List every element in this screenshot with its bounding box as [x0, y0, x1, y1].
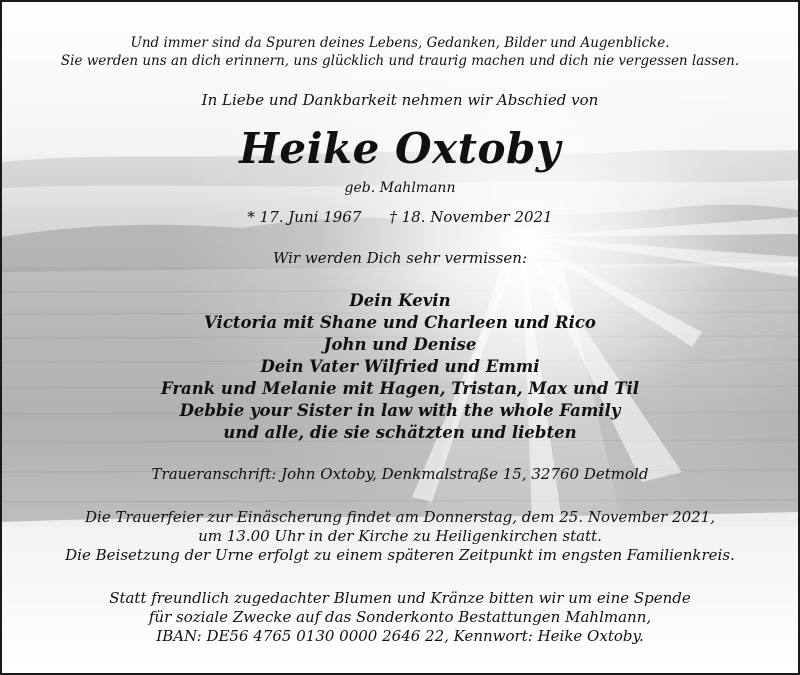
motto-line-2: Sie werden uns an dich erinnern, uns glücklich und traurig machen und dich nie vergessen lassen. — [60, 53, 740, 69]
ceremony-line-2: um 13.00 Uhr in der Kirche zu Heiligenkirchen statt. — [198, 527, 602, 545]
mourner-line-5: Frank und Melanie mit Hagen, Tristan, Max und Til — [160, 379, 640, 398]
deceased-name: Heike Oxtoby — [239, 124, 561, 173]
mourning-address: Traueranschrift: John Oxtoby, Denkmalstraße 15, 32760 Detmold — [151, 465, 649, 483]
donation-line-2: für soziale Zwecke auf das Sonderkonto Bestattungen Mahlmann, — [148, 608, 652, 626]
donation-line-3: IBAN: DE56 4765 0130 0000 2646 22, Kennwort: Heike Oxtoby. — [156, 627, 644, 645]
mourner-line-1: Dein Kevin — [349, 291, 451, 310]
intro-text: In Liebe und Dankbarkeit nehmen wir Abschied von — [201, 91, 599, 109]
maiden-name: geb. Mahlmann — [344, 180, 456, 196]
death-date: † 18. November 2021 — [389, 208, 553, 226]
mourner-line-3: John und Denise — [323, 335, 477, 354]
mourner-line-4: Dein Vater Wilfried und Emmi — [260, 357, 540, 376]
ceremony-line-3: Die Beisetzung der Urne erfolgt zu einem späteren Zeitpunkt im engsten Familienkreis. — [65, 546, 735, 564]
mourner-line-6: Debbie your Sister in law with the whole Family — [179, 401, 621, 420]
birth-date: * 17. Juni 1967 — [247, 208, 362, 226]
life-dates — [2, 208, 798, 226]
donation-line-1: Statt freundlich zugedachter Blumen und Kränze bitten wir um eine Spende — [109, 589, 691, 607]
mourner-line-2: Victoria mit Shane und Charleen und Rico — [204, 313, 596, 332]
motto-line-1: Und immer sind da Spuren deines Lebens, Gedanken, Bilder und Augenblicke. — [130, 35, 670, 51]
miss-text: Wir werden Dich sehr vermissen: — [272, 249, 528, 267]
ceremony-line-1: Die Trauerfeier zur Einäscherung findet am Donnerstag, dem 25. November 2021, — [85, 508, 715, 526]
mourner-line-7: und alle, die sie schätzten und liebten — [223, 423, 577, 442]
